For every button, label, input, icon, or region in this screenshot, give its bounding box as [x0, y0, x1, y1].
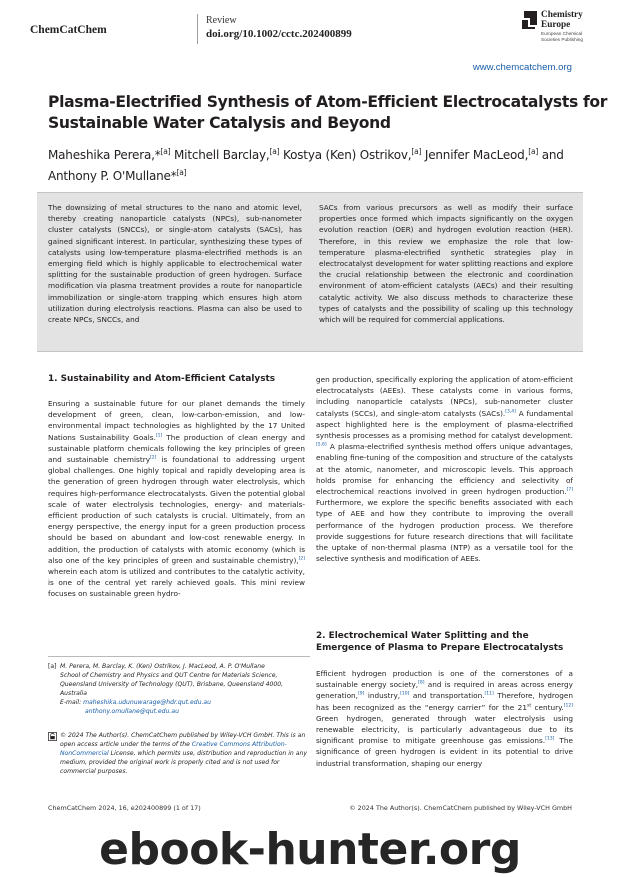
affiliation-line: M. Perera, M. Barclay, K. (Ken) Ostrikov, J. MacLeod, A. P. O'Mullane — [60, 663, 265, 670]
footer-copyright: © 2024 The Author(s). ChemCatChem published by Wiley-VCH GmbH — [349, 804, 572, 812]
text-run: is foundational to addressing urgent global challenges. One highly topical and rapidly developing area is the generation of green hydrogen through water electrolysis, which requires high-performance electrocatalysts. Given the potential global scale of water electrolysis technologies, energy- and materials-efficient production of such catalysts is crucial. Ultimately, from an energy perspective, the energy input for a green production process should be based on abundant and low-cost renewable energy. In addition, the production of catalysts with atomic economy (which is also one of the key principles of green and sustainable chemistry), — [48, 455, 305, 565]
abstract-text-right: SACs from various precursors as well as modify their surface properties once formed which impacts significantly on the oxygen evolution reaction (OER) and hydrogen evolution reaction (HER). Therefore, in this review we emphasize the role that low-temperature plasma-electrified synthetic strategies play in electrocatalyst development for water splitting reactions and explore the crucial relationship between the electronic and coordination environment of atom-efficient catalysts (AECs) and their resulting catalytic activity. We also discuss methods to characterize these types of catalysts and the possibility of scaling up this technology which will be required for commercial applications. — [319, 203, 573, 325]
author-name: Jennifer MacLeod, — [424, 148, 529, 162]
text-run: Furthermore, we explore the specific benefits associated with each type of AEE and how they contribute to improving the overall performance of the hydrogen production process. We therefore provide suggestions for future research directions that will facilitate the uptake of non-thermal plasma (NTP) as a versatile tool for the selective synthesis and modification of AEEs. — [316, 498, 573, 564]
email-link-1[interactable]: maheshika.udunuwarage@hdr.qut.edu.au — [83, 699, 211, 707]
section-2-heading: 2. Electrochemical Water Splitting and the Emergence of Plasma to Prepare Electrocatalysts — [316, 631, 564, 653]
text-run: century. — [531, 702, 564, 712]
affiliation-line: Queensland University of Technology (QUT), Brisbane, Queensland 4000, — [60, 681, 284, 689]
citation-ref[interactable]: [5,6] — [316, 442, 327, 448]
author-affiliation-ref: [a] — [160, 147, 171, 156]
author-name: Kostya (Ken) Ostrikov, — [283, 148, 412, 162]
license-footnote — [48, 731, 310, 776]
text-run: The significance of green hydrogen is evident in its potential to drive industrial transformation, shaping our energy — [316, 736, 573, 768]
open-access-icon — [48, 732, 57, 741]
author-name: and Anthony P. O'Mullane* — [48, 148, 564, 183]
text-run: Efficient hydrogen production is one of the cornerstones of a sustainable energy society, — [316, 669, 573, 690]
affiliation-line: Australia — [60, 690, 87, 698]
section-1-text-right — [316, 374, 573, 564]
author-list — [48, 143, 608, 185]
author-name: Mitchell Barclay, — [174, 148, 270, 162]
footnote-rule — [48, 656, 310, 657]
citation-ref[interactable]: [11] — [484, 691, 494, 697]
text-run: A plasma-electrified synthesis method offers unique advantages, enabling fine-tuning of the composition and structure of the catalysts at the atomic, nanometer, and microscopic levels. This approach holds promise for enhancing the efficiency and selectivity of electrochemical reactions involved in green hydrogen production. — [316, 442, 573, 497]
article-title: Plasma-Electrified Synthesis of Atom-Efficient Electrocatalysts for Sustainable Water Catalysis and Beyond — [48, 93, 608, 132]
text-run: The production of clean energy and sustainable platform chemicals following the key principles of green and sustainable chemistry — [48, 432, 305, 465]
section-1-text-left — [48, 398, 305, 600]
publisher-subtitle: European Chemical Societies Publishing — [541, 31, 583, 42]
author-name: Maheshika Perera,* — [48, 148, 161, 162]
section-1-heading: 1. Sustainability and Atom-Efficient Catalysts — [48, 374, 275, 384]
email-link-2[interactable]: anthony.omullane@qut.edu.au — [85, 708, 179, 716]
text-run: A fundamental aspect highlighted here is the employment of plasma-electrified synthesis processes as a promising method for catalyst development. — [316, 408, 573, 441]
citation-ref[interactable]: [3,4] — [505, 409, 516, 415]
author-affiliation-ref: [a] — [528, 147, 539, 156]
author-affiliation-ref: [a] — [176, 168, 187, 177]
affiliation-line: School of Chemistry and Physics and QUT Centre for Materials Science, — [60, 672, 278, 680]
license-text: © 2024 The Author(s). ChemCatChem published by Wiley-VCH GmbH. This is an open access article under the terms of the — [60, 732, 306, 749]
citation-ref[interactable]: [10] — [400, 691, 410, 697]
text-run: industry, — [364, 691, 401, 701]
email-line-2 — [60, 707, 310, 716]
citation-ref: st — [526, 703, 532, 709]
footer-citation: ChemCatChem 2024, 16, e202400899 (1 of 17) — [48, 804, 201, 812]
text-run: gen production, specifically exploring the application of atom-efficient electrocatalysts (AEEs). These catalysts come in various forms, including nanoparticle catalysts (NPCs), sub-nanometer cluster catalysts (SCCs), and single-atom catalysts (SACs). — [316, 375, 573, 418]
citation-ref[interactable]: [12] — [563, 703, 573, 709]
journal-url-link[interactable]: www.chemcatchem.org — [472, 62, 572, 73]
abstract-text-left: The downsizing of metal structures to the nano and atomic level, thereby creating nanoparticle catalysts (NPCs), sub-nanometer cluster catalysts (SNCCs), or single-atom catalysts (SACs), has gained significant interest. In particular, synthesizing these types of catalysts using low-temperature plasma-electrified methods is an emerging field which is highly applicable to electrochemical water splitting for the sustainable production of green hydrogen. Surface modification via plasma treatment provides a route for nanoparticle immobilization or single-atom trapping which ensures high atom utilization during electrolysis reactions. Plasma can also be used to create NPCs, SNCCs, and — [48, 203, 302, 325]
citation-ref[interactable]: [7] — [566, 487, 573, 493]
affiliation-footnote — [48, 662, 310, 717]
citation-ref[interactable]: [2] — [150, 455, 157, 461]
text-run: Ensuring a sustainable future for our planet demands the timely development of green, clean, low-carbon-emission, and low-environmental impact technologies as highlighted by the 17 United Nations Sustainability Goals. — [48, 399, 305, 442]
abstract-box — [37, 192, 583, 352]
citation-ref[interactable]: [13] — [545, 736, 555, 742]
watermark: ebook-hunter.org — [99, 824, 521, 875]
creative-commons-link[interactable]: Creative Commons Attribution-NonCommercial — [60, 741, 287, 758]
author-affiliation-ref: [a] — [411, 147, 422, 156]
header-divider — [197, 14, 198, 44]
section-2-text — [316, 668, 573, 769]
citation-ref[interactable]: [1] — [155, 433, 163, 439]
license-text-end: License, which permits use, distribution and reproduction in any medium, provided the original work is properly cited and is not used for commercial purposes. — [60, 750, 307, 776]
email-line: E-mail: maheshika.udunuwarage@hdr.qut.edu.au — [60, 699, 211, 707]
text-run: and is required in areas across energy generation, — [316, 680, 573, 701]
journal-name: ChemCatChem — [30, 24, 107, 36]
text-run: wherein each atom is utilized and contributes to the catalytic activity, is one of the central yet rarely achieved goals. This mini review focuses on sustainable green hydro- — [48, 567, 305, 599]
affiliation-label: [a] — [48, 663, 57, 670]
citation-ref[interactable]: [9] — [358, 691, 365, 697]
doi-link[interactable]: doi.org/10.1002/cctc.202400899 — [206, 28, 352, 40]
citation-ref[interactable]: [2] — [298, 556, 305, 562]
citation-ref[interactable]: [8] — [418, 680, 425, 686]
publisher-name: Chemistry Europe — [541, 10, 583, 30]
text-run: and transportation. — [409, 691, 485, 701]
text-run: Therefore, hydrogen has been recognized as the “energy carrier” for the 21 — [316, 691, 573, 712]
author-affiliation-ref: [a] — [269, 147, 280, 156]
text-run: Green hydrogen, generated through water electrolysis using renewable electricity, is particularly advantageous due to its significant promise to mitigate greenhouse gas emissions. — [316, 713, 573, 746]
article-type: Review — [206, 15, 237, 26]
